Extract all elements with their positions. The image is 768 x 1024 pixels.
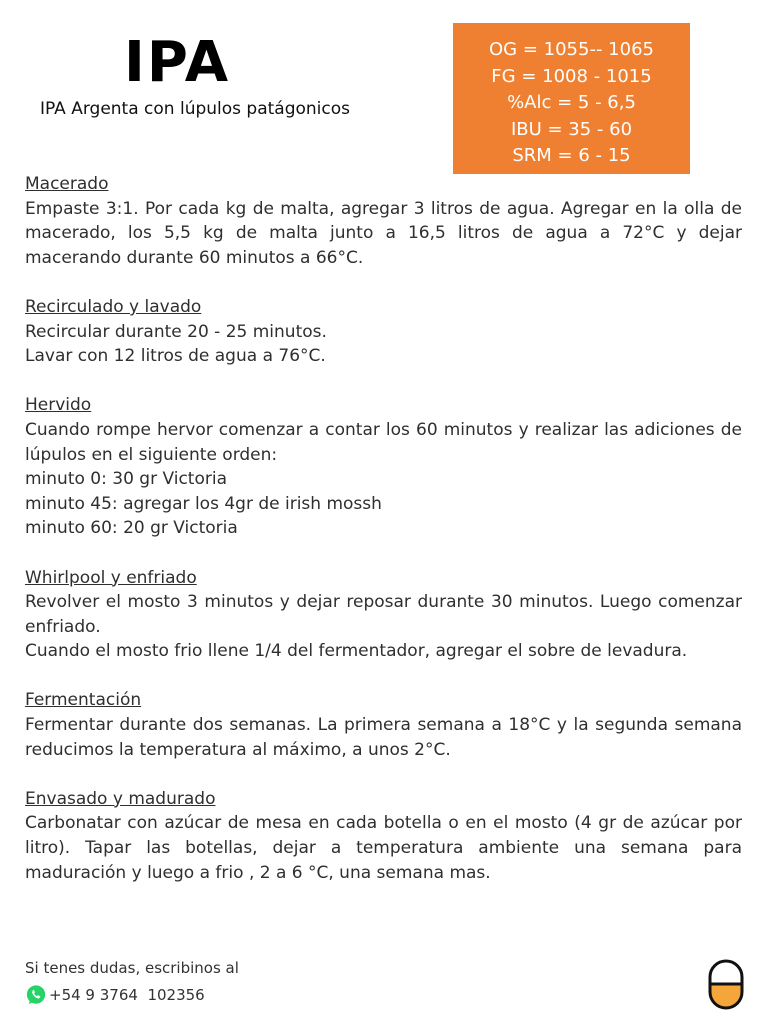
stat-srm: SRM = 6 - 15 bbox=[512, 145, 631, 166]
stat-og: OG = 1055-- 1065 bbox=[489, 39, 654, 60]
section-whirlpool bbox=[25, 566, 742, 664]
section-text: minuto 0: 30 gr Victoria bbox=[25, 469, 227, 490]
contact-text: Si tenes dudas, escribinos al bbox=[25, 959, 239, 977]
section-text: Fermentar durante dos semanas. La primera semana a 18°C y la segunda semana reducimos la temperatura al máximo, a unos 2°C. bbox=[25, 715, 742, 760]
section-macerado bbox=[25, 172, 742, 270]
page-subtitle: IPA Argenta con lúpulos patágonicos bbox=[40, 99, 351, 119]
whatsapp-icon bbox=[25, 984, 47, 1006]
section-text: Cuando el mosto frio llene 1/4 del fermentador, agregar el sobre de levadura. bbox=[25, 641, 688, 662]
contact-phone-row[interactable] bbox=[25, 984, 205, 1006]
section-text: minuto 45: agregar los 4gr de irish mossh bbox=[25, 493, 382, 514]
stat-alc: %Alc = 5 - 6,5 bbox=[507, 92, 636, 113]
section-heading: Envasado y madurado bbox=[25, 788, 216, 809]
page-title: IPA bbox=[124, 30, 231, 95]
section-text: Cuando rompe hervor comenzar a contar los 60 minutos y realizar las adiciones de lúpulos en el siguiente orden: bbox=[25, 419, 742, 465]
section-heading: Recirculado y lavado bbox=[25, 296, 202, 317]
section-heading: Macerado bbox=[25, 174, 109, 194]
section-heading: Hervido bbox=[25, 395, 92, 416]
stats-box bbox=[453, 23, 690, 174]
section-text: Carbonatar con azúcar de mesa en cada botella o en el mosto (4 gr de azúcar por litro). Tapar las botellas, dejar a temperatura ambiente una semana para maduración y luego a frio , 2 a 6 °C, una semana mas. bbox=[25, 813, 742, 883]
stat-ibu: IBU = 35 - 60 bbox=[510, 118, 633, 140]
brand-logo-icon bbox=[707, 957, 745, 1011]
section-text: Revolver el mosto 3 minutos y dejar reposar durante 30 minutos. Luego comenzar enfriado. bbox=[25, 592, 742, 637]
section-heading: Whirlpool y enfriado bbox=[25, 567, 197, 588]
section-recirculado bbox=[25, 295, 742, 369]
section-envasado bbox=[25, 787, 742, 885]
phone-number[interactable]: +54 9 3764 102356 bbox=[49, 986, 205, 1004]
section-text: Lavar con 12 litros de agua a 76°C. bbox=[25, 346, 326, 367]
recipe-content bbox=[25, 172, 742, 910]
section-hervido bbox=[25, 393, 742, 541]
stat-fg: FG = 1008 - 1015 bbox=[491, 65, 652, 87]
section-text: Empaste 3:1. Por cada kg de malta, agregar 3 litros de agua. Agregar en la olla de macerado, los 5,5 kg de malta junto a 16,5 litros de agua a 72°C y dejar macerando durante 60 minutos a 66°C. bbox=[25, 198, 742, 268]
section-text: minuto 60: 20 gr Victoria bbox=[25, 518, 238, 539]
section-heading: Fermentación bbox=[25, 690, 142, 711]
section-fermentacion bbox=[25, 688, 742, 762]
section-text: Recircular durante 20 - 25 minutos. bbox=[25, 321, 327, 342]
